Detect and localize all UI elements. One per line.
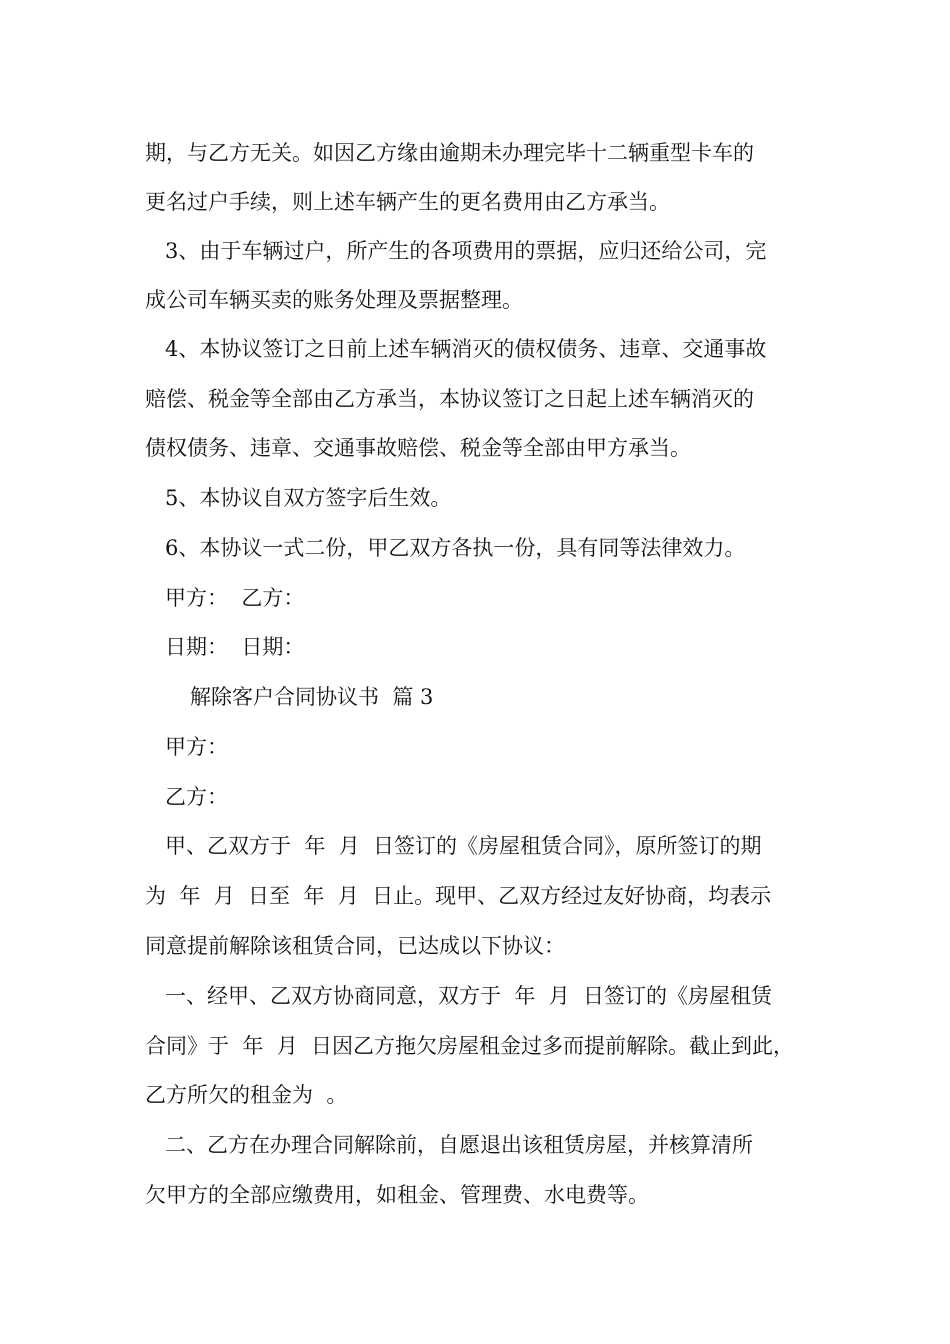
clause-5-line: 5、本协议自双方签字后生效。 [165, 486, 452, 510]
paragraph-line: 期，与乙方无关。如因乙方缘由逾期未办理完毕十二辆重型卡车的 [145, 141, 754, 165]
clause-4-line: 4、本协议签订之日前上述车辆消灭的债权债务、违章、交通事故 [165, 337, 767, 361]
clause-6-line: 6、本协议一式二份，甲乙双方各执一份，具有同等法律效力。 [165, 536, 746, 560]
paragraph-line: 为 年 月 日至 年 月 日止。现甲、乙双方经过友好协商，均表示 [145, 884, 772, 908]
paragraph-line: 赔偿、税金等全部由乙方承当，本协议签订之日起上述车辆消灭的 [145, 387, 754, 411]
paragraph-line: 同意提前解除该租赁合同，已达成以下协议： [145, 934, 565, 958]
paragraph-line: 成公司车辆买卖的账务处理及票据整理。 [145, 288, 523, 312]
paragraph-line: 乙方所欠的租金为 。 [145, 1083, 348, 1107]
clause-2-line: 二、乙方在办理合同解除前，自愿退出该租赁房屋，并核算清所 [165, 1133, 753, 1157]
paragraph-line: 欠甲方的全部应缴费用，如租金、管理费、水电费等。 [145, 1183, 649, 1207]
party-b-line: 乙方： [165, 785, 228, 809]
paragraph-line: 债权债务、违章、交通事故赔偿、税金等全部由甲方承当。 [145, 436, 691, 460]
paragraph-line: 更名过户手续，则上述车辆产生的更名费用由乙方承当。 [145, 190, 670, 214]
paragraph-line: 甲、乙双方于 年 月 日签订的《房屋租赁合同》，原所签订的期 [165, 834, 762, 858]
clause-1-line: 一、经甲、乙双方协商同意，双方于 年 月 日签订的《房屋租赁 [165, 984, 773, 1008]
signature-parties-line: 甲方： 乙方： [165, 586, 305, 610]
party-a-line: 甲方： [165, 735, 228, 759]
section-heading: 解除客户合同协议书 篇 3 [190, 685, 434, 709]
clause-3-line: 3、由于车辆过户，所产生的各项费用的票据，应归还给公司，完 [165, 239, 767, 263]
signature-dates-line: 日期： 日期： [165, 635, 305, 659]
paragraph-line: 合同》于 年 月 日因乙方拖欠房屋租金过多而提前解除。截止到此， [145, 1034, 795, 1058]
